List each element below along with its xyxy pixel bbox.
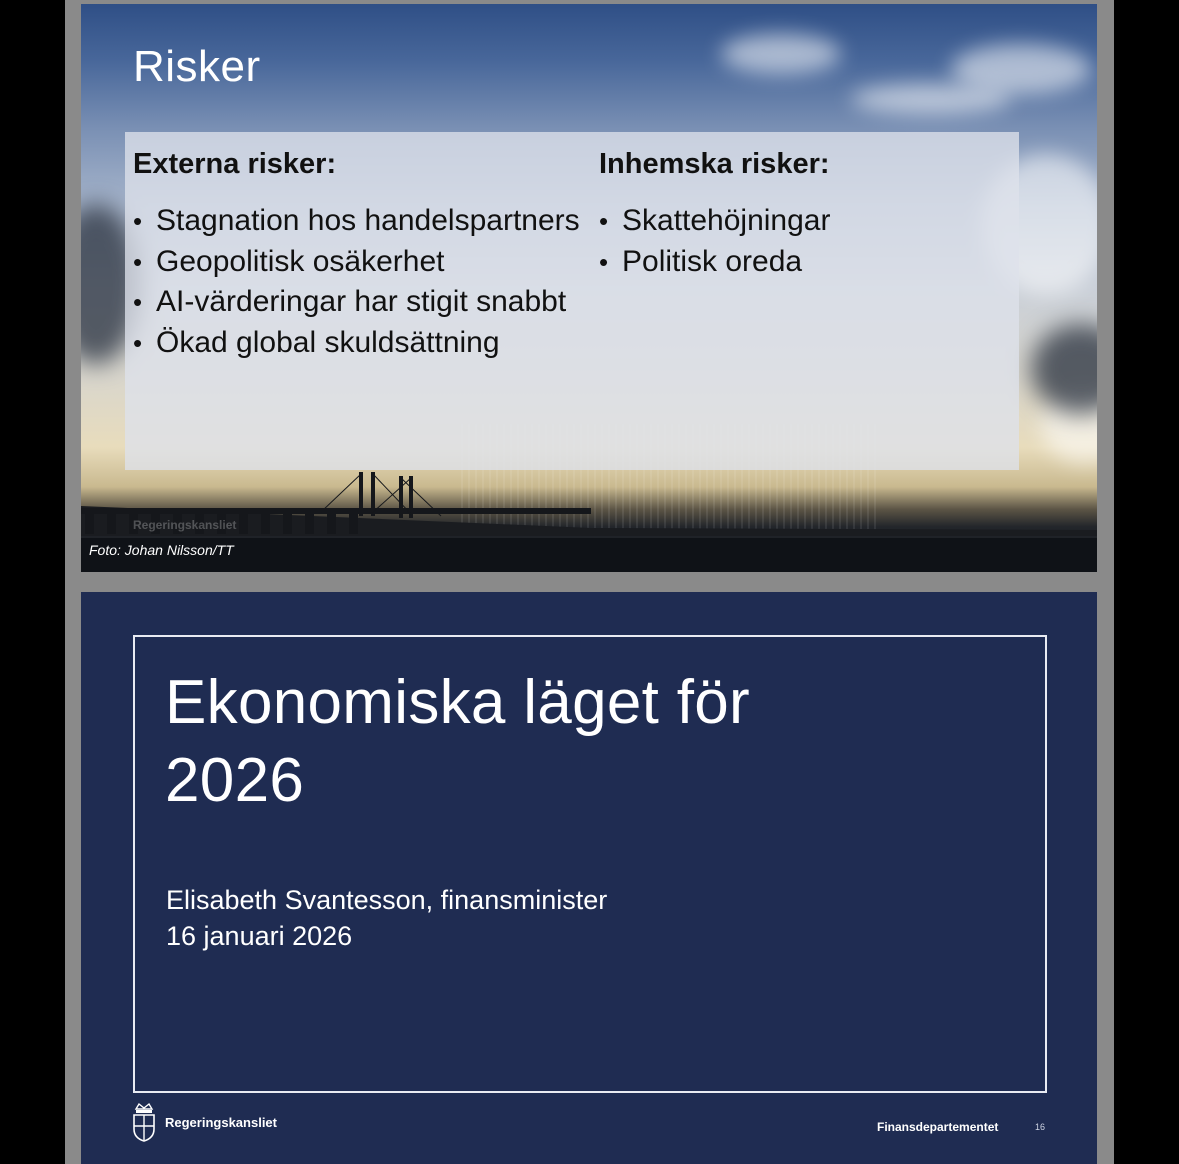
domestic-risks-heading: Inhemska risker: [599,148,830,180]
presenter-name: Elisabeth Svantesson, finansminister [166,885,608,915]
crown-shield-icon [131,1102,157,1142]
list-item: • Politisk oreda [599,242,999,283]
slide-title: Risker [133,42,261,91]
photo-credit: Foto: Johan Nilsson/TT [89,542,234,558]
external-risks-heading: Externa risker: [133,148,337,180]
faint-logo: Regeringskansliet [133,518,237,532]
list-item: • AI-värderingar har stigit snabbt [133,282,583,323]
department-name: Finansdepartementet [877,1120,999,1134]
domestic-risks [599,148,999,282]
external-risks [133,148,583,363]
slide-title-ekonomiska-laget[interactable] [81,592,1097,1164]
list-item: • Geopolitisk osäkerhet [133,242,583,283]
slide-risker[interactable] [81,4,1097,572]
presenter-block [166,882,607,954]
presentation-date: 16 januari 2026 [166,921,353,951]
logo-text: Regeringskansliet [165,1114,277,1130]
list-item: • Ökad global skuldsättning [133,323,583,364]
presentation-title: Ekonomiska läget för 2026 [165,668,750,815]
list-item: • Skattehöjningar [599,201,999,242]
regeringskansliet-logo [131,1102,277,1142]
risk-panel [125,132,1019,470]
list-item: • Stagnation hos handelspartners [133,201,583,242]
page-number: 16 [1035,1122,1046,1132]
